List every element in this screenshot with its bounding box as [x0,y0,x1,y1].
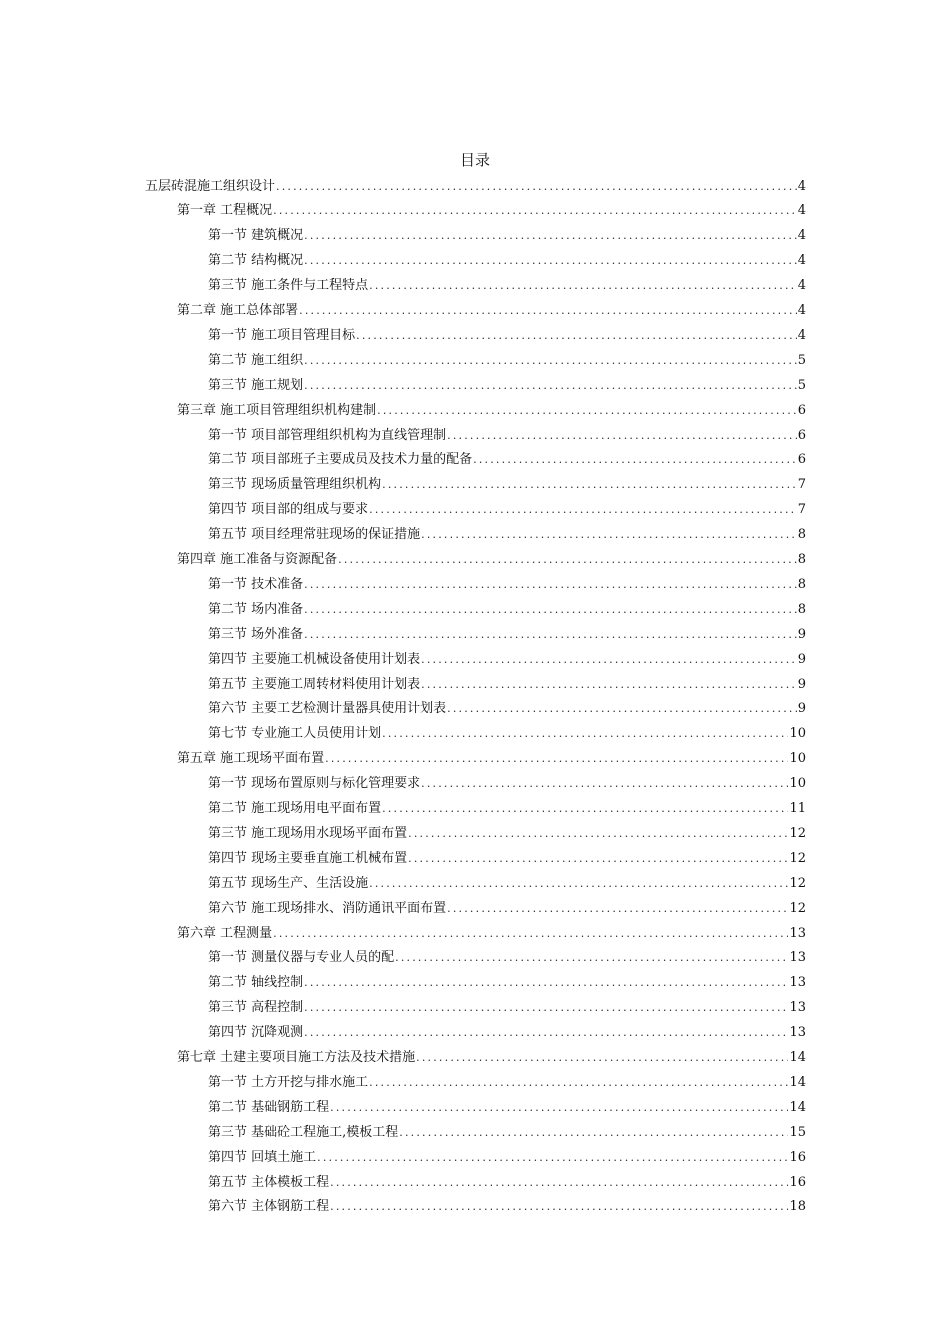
toc-entry[interactable] [208,1170,806,1195]
toc-entry[interactable] [208,498,806,523]
toc-page-number: 12 [789,825,806,841]
toc-dot-leader [356,328,797,344]
toc-page-number: 4 [797,178,806,194]
toc-dot-leader [369,278,797,294]
toc-entry-title: 第五节 主体模板工程 [208,1174,330,1190]
toc-dot-leader [304,1000,788,1016]
toc-page-number: 4 [797,278,806,294]
toc-dot-leader [304,627,797,643]
toc-entry[interactable] [208,647,806,672]
toc-page-number: 11 [789,801,806,816]
toc-entry[interactable] [208,672,806,697]
toc-page-number: 10 [789,751,806,767]
toc-entry-title: 第七章 土建主要项目施工方法及技术措施 [177,1050,416,1065]
toc-page-number: 8 [797,527,806,543]
toc-dot-leader [382,801,788,817]
toc-page-number: 12 [789,875,806,891]
toc-page-number: 13 [789,950,806,966]
toc-entry[interactable] [208,971,806,996]
toc-entry-title: 第一章 工程概况 [177,203,273,219]
toc-entry[interactable] [208,1095,806,1120]
toc-entry[interactable] [208,597,806,622]
toc-dot-leader [447,428,797,444]
toc-dot-leader [304,378,797,394]
toc-dot-leader [304,353,797,369]
toc-page-number: 6 [797,402,806,418]
toc-page-number: 13 [789,975,806,991]
toc-entry-title: 第一节 土方开挖与排水施工 [208,1074,369,1090]
toc-dot-leader [338,552,797,568]
toc-dot-leader [473,452,797,468]
toc-entry-title: 第一节 现场布置原则与标化管理要求 [208,776,421,792]
toc-page-number: 8 [797,552,806,567]
toc-entry-title: 第四节 主要施工机械设备使用计划表 [208,651,421,667]
toc-entry-title: 第二节 基础钢筋工程 [208,1099,330,1115]
toc-entry[interactable] [177,398,806,423]
toc-entry[interactable] [208,1021,806,1046]
toc-dot-leader [325,751,788,767]
toc-entry[interactable] [208,846,806,871]
toc-entry-title: 第三节 施工条件与工程特点 [208,278,369,294]
toc-entry[interactable] [208,772,806,797]
toc-entry[interactable] [208,423,806,448]
toc-entry[interactable] [177,548,806,573]
toc-entry[interactable] [177,299,806,324]
toc-entry-title: 第五节 项目经理常驻现场的保证措施 [208,527,421,543]
toc-dot-leader [421,776,788,792]
toc-dot-leader [395,950,788,966]
toc-dot-leader [304,253,797,269]
toc-entry[interactable] [208,1070,806,1095]
toc-page-number: 14 [789,1074,806,1090]
toc-entry[interactable] [145,174,806,199]
toc-entry-title: 第四章 施工准备与资源配备 [177,552,338,567]
toc-entry-title: 第三节 基础砼工程施工,模板工程 [208,1124,399,1140]
toc-dot-leader [304,1025,788,1041]
toc-entry-title: 第四节 现场主要垂直施工机械布置 [208,850,408,866]
toc-entry-title: 第三章 施工项目管理组织机构建制 [177,402,377,418]
toc-entry[interactable] [208,946,806,971]
toc-page-number: 10 [789,776,806,792]
toc-entry[interactable] [208,797,806,822]
toc-entry-title: 第五节 主要施工周转材料使用计划表 [208,676,421,692]
toc-entry-title: 第四节 回填土施工 [208,1149,317,1165]
toc-dot-leader [416,1050,788,1066]
toc-entry-title: 第六节 主体钢筋工程 [208,1199,330,1215]
toc-entry[interactable] [208,323,806,348]
toc-entry[interactable] [208,697,806,722]
toc-dot-leader [421,527,797,543]
toc-dot-leader [299,303,797,319]
toc-entry-title: 第三节 高程控制 [208,1000,304,1016]
toc-page-number: 18 [789,1199,806,1215]
toc-dot-leader [382,726,788,742]
toc-entry-title: 第一节 测量仪器与专业人员的配 [208,950,395,966]
toc-dot-leader [276,179,797,195]
toc-page-number: 4 [797,203,806,219]
toc-page-number: 13 [789,1000,806,1016]
toc-entry[interactable] [208,622,806,647]
toc-page-number: 9 [797,651,806,667]
toc-entry-title: 第二节 施工现场用电平面布置 [208,801,382,816]
toc-page-number: 4 [797,327,806,343]
toc-dot-leader [330,1199,788,1215]
toc-page-number: 6 [797,452,806,468]
toc-entry[interactable] [208,523,806,548]
toc-dot-leader [408,851,788,867]
toc-page-number: 12 [789,850,806,866]
toc-entry-title: 第三节 施工现场用水现场平面布置 [208,825,408,841]
toc-page-number: 16 [789,1174,806,1190]
toc-page-number: 9 [797,676,806,692]
toc-dot-leader [382,477,797,493]
toc-dot-leader [317,1150,788,1166]
toc-entry-title: 第五节 现场生产、生活设施 [208,875,369,891]
toc-page-number: 7 [797,502,806,518]
toc-dot-leader [369,876,788,892]
toc-entry-title: 第二节 轴线控制 [208,975,304,991]
toc-page-number: 9 [797,626,806,642]
toc-entry-title: 第二节 结构概况 [208,253,304,269]
toc-entry-title: 第四节 沉降观测 [208,1025,304,1041]
toc-entry[interactable] [208,896,806,921]
toc-dot-leader [304,602,797,618]
toc-entry-title: 第六章 工程测量 [177,925,273,941]
toc-entry-title: 第六节 施工现场排水、消防通讯平面布置 [208,900,447,916]
toc-page-number: 5 [797,352,806,368]
toc-page-number: 10 [789,726,806,742]
toc-entry-title: 第三节 施工规划 [208,377,304,393]
toc-page-number: 4 [797,303,806,318]
toc-entry[interactable] [208,1195,806,1220]
toc-dot-leader [399,1125,788,1141]
toc-entry[interactable] [208,224,806,249]
toc-dot-leader [369,502,797,518]
toc-entry[interactable] [208,871,806,896]
toc-entry[interactable] [177,199,806,224]
toc-page-number: 6 [797,427,806,443]
toc-entry[interactable] [208,996,806,1021]
toc-dot-leader [447,701,797,717]
toc-entry-title: 第二节 项目部班子主要成员及技术力量的配备 [208,452,473,468]
toc-entry-title: 第二节 场内准备 [208,601,304,617]
toc-entry[interactable] [177,1046,806,1071]
toc-dot-leader [330,1100,788,1116]
toc-dot-leader [369,1075,788,1091]
toc-page-number: 8 [797,576,806,592]
toc-dot-leader [304,577,797,593]
toc-entry[interactable] [208,373,806,398]
toc-entry[interactable] [208,1145,806,1170]
page-title: 目录 [459,151,490,169]
toc-page-number: 15 [789,1124,806,1140]
toc-page-number: 13 [789,1025,806,1041]
toc-dot-leader [304,975,788,991]
toc-entry-title: 第二章 施工总体部署 [177,303,299,318]
toc-entry-title: 第六节 主要工艺检测计量器具使用计划表 [208,701,447,717]
toc-page-number: 4 [797,253,806,269]
toc-entry[interactable] [177,921,806,946]
toc-entry-title: 第一节 施工项目管理目标 [208,327,356,343]
toc-dot-leader [273,203,797,219]
toc-page-number: 14 [789,1099,806,1115]
toc-entry[interactable] [208,473,806,498]
toc-entry-title: 第二节 施工组织 [208,352,304,368]
toc-dot-leader [447,901,788,917]
toc-dot-leader [330,1175,788,1191]
toc-entry-title: 第三节 现场质量管理组织机构 [208,477,382,493]
toc-entry[interactable] [208,821,806,846]
toc-entry-title: 第三节 场外准备 [208,626,304,642]
toc-dot-leader [304,228,797,244]
toc-entry[interactable] [208,1120,806,1145]
toc-dot-leader [273,926,788,942]
toc-entry[interactable] [208,722,806,747]
toc-entry-title: 第一节 项目部管理组织机构为直线管理制 [208,427,447,443]
toc-entry[interactable] [208,274,806,299]
toc-entry-title: 第一节 建筑概况 [208,228,304,244]
toc-page-number: 14 [789,1050,806,1065]
toc-dot-leader [421,652,797,668]
toc-entry-title: 第四节 项目部的组成与要求 [208,502,369,518]
toc-page-number: 16 [789,1149,806,1165]
toc-entry[interactable] [208,572,806,597]
toc-page-number: 9 [797,701,806,717]
toc-dot-leader [421,677,797,693]
toc-page-number: 7 [797,477,806,493]
toc-dot-leader [377,403,797,419]
toc-page-number: 13 [789,925,806,941]
toc-entry[interactable] [208,448,806,473]
toc-entry-title: 五层砖混施工组织设计 [145,178,276,194]
toc-entry-title: 第五章 施工现场平面布置 [177,751,325,767]
toc-entry-title: 第七节 专业施工人员使用计划 [208,726,382,742]
toc-page-number: 5 [797,377,806,393]
toc-entry-title: 第一节 技术准备 [208,576,304,592]
toc-page-number: 8 [797,601,806,617]
toc-entry[interactable] [177,747,806,772]
toc-entry[interactable] [208,348,806,373]
toc-page-number: 4 [797,228,806,244]
toc-dot-leader [408,826,788,842]
toc-page-number: 12 [789,900,806,916]
toc-entry[interactable] [208,249,806,274]
